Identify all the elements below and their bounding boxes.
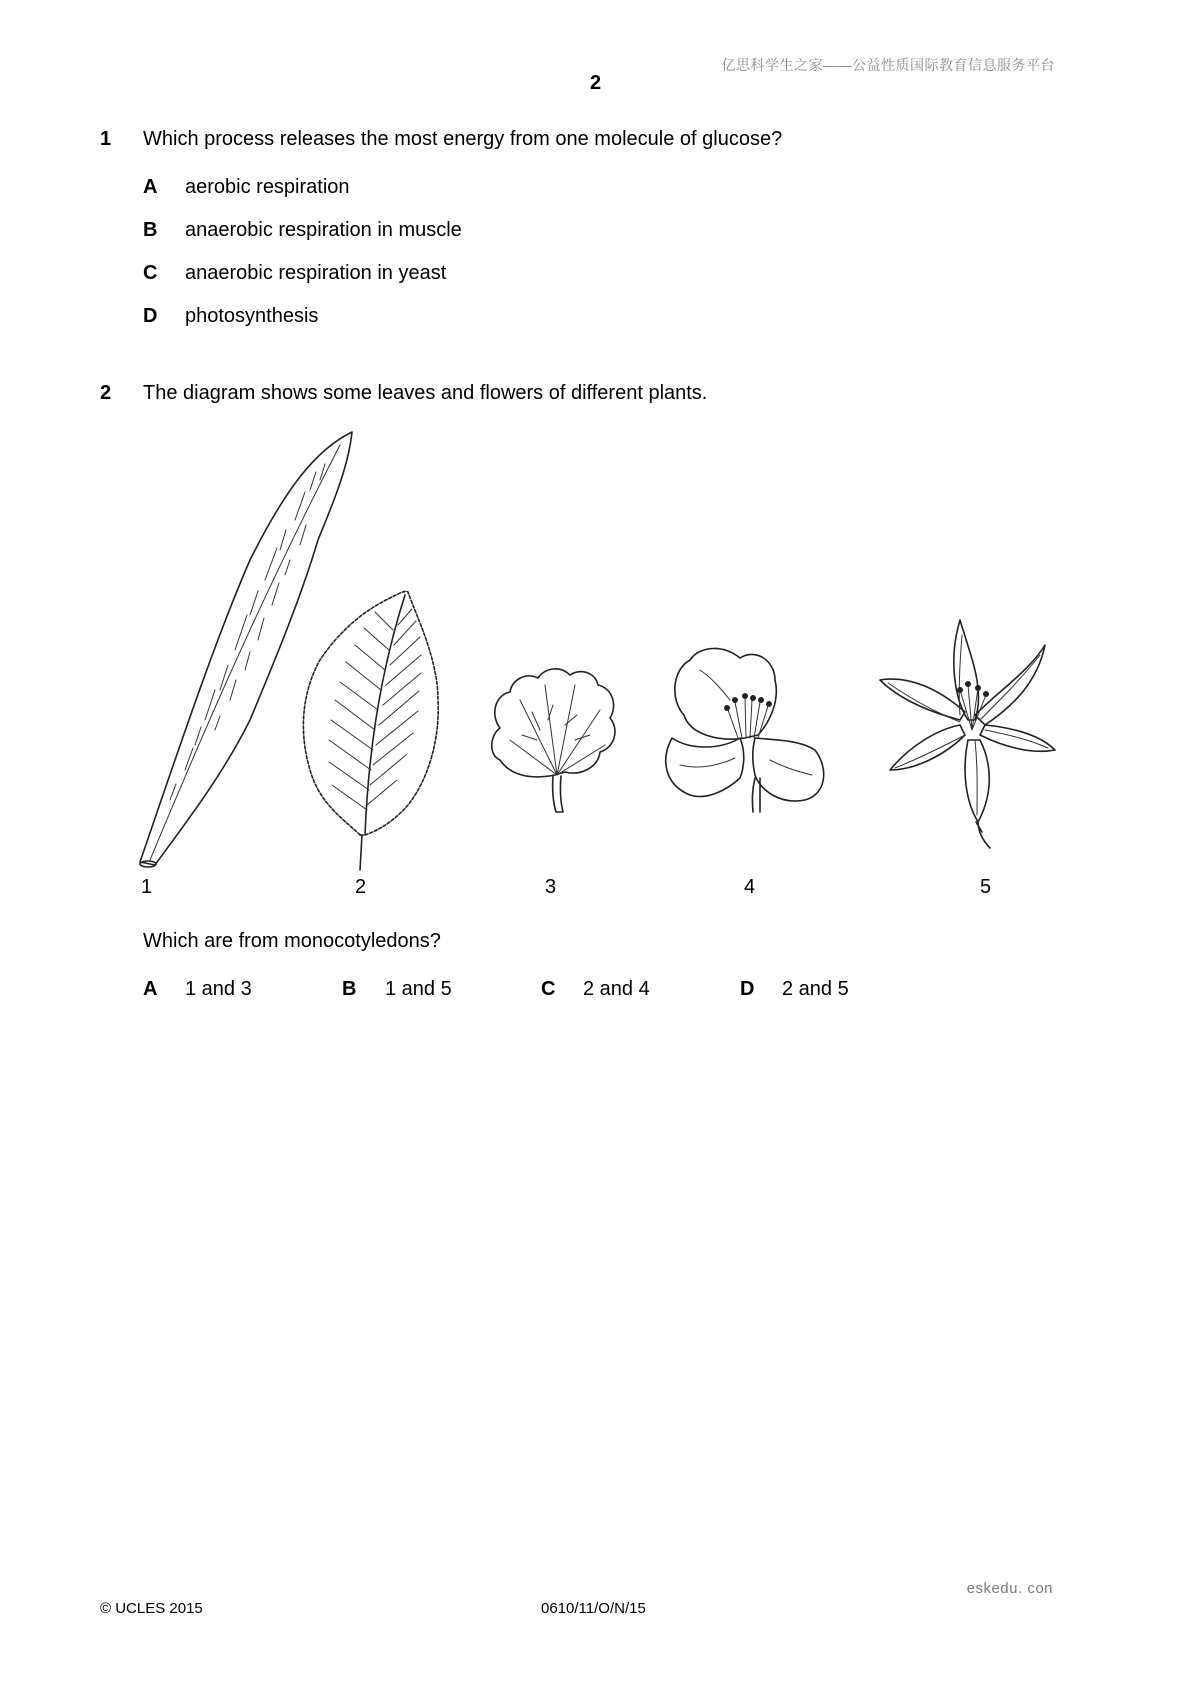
q2-option-d-letter: D (740, 978, 755, 1000)
footer-watermark: eskedu. con (966, 1580, 1053, 1597)
diagram-label-1: 1 (141, 876, 153, 898)
q1-option-b-text: anaerobic respiration in muscle (185, 219, 462, 241)
q1-option-a-letter: A (143, 176, 158, 198)
question-2-prompt: Which are from monocotyledons? (143, 930, 441, 952)
diagram-label-5: 5 (980, 876, 992, 898)
q2-option-c-letter: C (541, 978, 556, 1000)
q2-option-a-letter: A (143, 978, 158, 1000)
flower-5-drawing (880, 620, 1055, 848)
q1-option-d-letter: D (143, 305, 158, 327)
q1-option-d-text: photosynthesis (185, 305, 319, 327)
q1-option-b-letter: B (143, 219, 158, 241)
q1-option-a-text: aerobic respiration (185, 176, 350, 198)
diagram-label-3: 3 (545, 876, 557, 898)
leaf-3-drawing (492, 669, 615, 812)
q1-option-c-text: anaerobic respiration in yeast (185, 262, 447, 284)
q2-option-d-text: 2 and 5 (782, 978, 849, 1000)
footer-copyright: © UCLES 2015 (100, 1600, 203, 1617)
question-1-number: 1 (100, 128, 112, 150)
leaf-2-drawing (303, 591, 438, 870)
q2-option-b-text: 1 and 5 (385, 978, 452, 1000)
question-2-text: The diagram shows some leaves and flowers of different plants. (143, 382, 708, 404)
page-number: 2 (589, 72, 602, 94)
flower-4-drawing (666, 648, 824, 812)
q2-option-b-letter: B (342, 978, 357, 1000)
q1-option-c-letter: C (143, 262, 158, 284)
diagram-label-4: 4 (744, 876, 756, 898)
footer-exam-code: 0610/11/O/N/15 (541, 1600, 646, 1617)
question-2-number: 2 (100, 382, 112, 404)
diagram-label-2: 2 (355, 876, 367, 898)
header-watermark: 亿思科学生之家——公益性质国际教育信息服务平台 (721, 57, 1055, 73)
q2-option-c-text: 2 and 4 (583, 978, 650, 1000)
leaf-1-drawing (140, 432, 352, 867)
question-1-text: Which process releases the most energy from one molecule of glucose? (143, 128, 783, 150)
q2-option-a-text: 1 and 3 (185, 978, 252, 1000)
